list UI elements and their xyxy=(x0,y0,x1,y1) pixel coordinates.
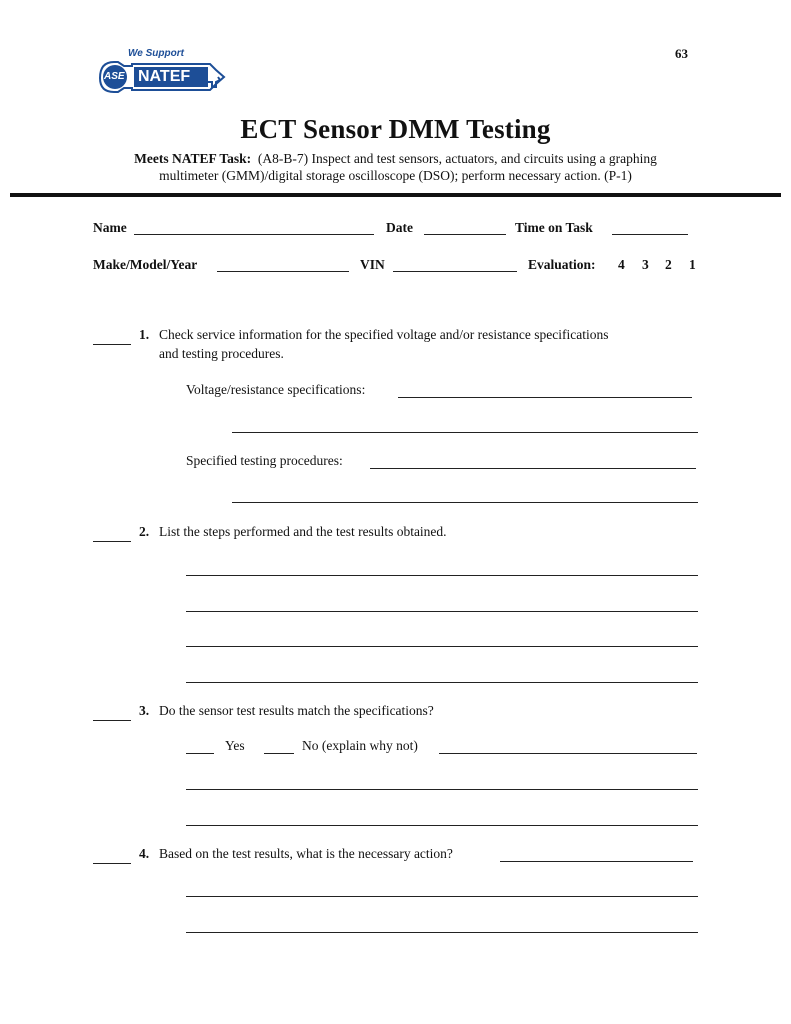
name-field[interactable] xyxy=(134,234,374,235)
evaluation-score-4[interactable]: 4 xyxy=(618,257,625,272)
item-3-text: Do the sensor test results match the specifications? xyxy=(159,703,434,718)
item-4-answer-line[interactable] xyxy=(186,896,698,897)
no-check-field[interactable] xyxy=(264,753,294,754)
item-2-number: 2. xyxy=(139,524,150,539)
page-title: ECT Sensor DMM Testing xyxy=(240,114,551,144)
make-model-year-field[interactable] xyxy=(217,271,349,272)
item-1-check-field[interactable] xyxy=(93,344,131,345)
item-4-text: Based on the test results, what is the necessary action? xyxy=(159,846,453,861)
task-text-line2: multimeter (GMM)/digital storage oscilloscope (DSO); perform necessary action. (P-1) xyxy=(159,168,632,183)
logo-tagline: We Support xyxy=(128,48,184,59)
item-3-explain-field[interactable] xyxy=(439,753,697,754)
task-text-line1: (A8-B-7) Inspect and test sensors, actuators, and circuits using a graphing xyxy=(257,151,657,166)
date-field[interactable] xyxy=(424,234,506,235)
item-2-answer-line[interactable] xyxy=(186,682,698,683)
item-4-answer-field[interactable] xyxy=(500,861,693,862)
evaluation-score-2[interactable]: 2 xyxy=(665,257,672,272)
yes-label: Yes xyxy=(225,738,245,753)
page-number: 63 xyxy=(675,46,688,61)
header-divider xyxy=(10,193,781,197)
item-1-sub2-label: Specified testing procedures: xyxy=(186,453,343,468)
item-1-sub1-field[interactable] xyxy=(398,397,692,398)
item-4-answer-line[interactable] xyxy=(186,932,698,933)
item-2-check-field[interactable] xyxy=(93,541,131,542)
item-1-text-line2: and testing procedures. xyxy=(159,346,284,361)
item-1-sub2-field[interactable] xyxy=(370,468,696,469)
item-3-number: 3. xyxy=(139,703,150,718)
item-2-text: List the steps performed and the test results obtained. xyxy=(159,524,447,539)
make-model-year-label: Make/Model/Year xyxy=(93,257,198,272)
item-2-answer-line[interactable] xyxy=(186,575,698,576)
logo-ase-text: ASE xyxy=(104,71,125,82)
vin-field[interactable] xyxy=(393,271,517,272)
logo-natef-text: NATEF xyxy=(138,68,191,85)
item-1-number: 1. xyxy=(139,327,150,342)
item-2-answer-line[interactable] xyxy=(186,646,698,647)
item-2-answer-line[interactable] xyxy=(186,611,698,612)
item-3-answer-line[interactable] xyxy=(186,825,698,826)
task-description xyxy=(60,150,731,184)
yes-check-field[interactable] xyxy=(186,753,214,754)
natef-logo xyxy=(94,44,226,106)
task-label: Meets NATEF Task: xyxy=(134,151,252,166)
evaluation-score-1[interactable]: 1 xyxy=(689,257,696,272)
name-label: Name xyxy=(93,220,127,235)
item-1-text-line1: Check service information for the specified voltage and/or resistance specifications xyxy=(159,327,609,342)
date-label: Date xyxy=(386,220,413,235)
evaluation-score-3[interactable]: 3 xyxy=(642,257,649,272)
item-1-sub1-label: Voltage/resistance specifications: xyxy=(186,382,366,397)
evaluation-label: Evaluation: xyxy=(528,257,596,272)
time-on-task-label: Time on Task xyxy=(515,220,593,235)
item-1-sub2-field-2[interactable] xyxy=(232,502,698,503)
item-1-sub1-field-2[interactable] xyxy=(232,432,698,433)
vin-label: VIN xyxy=(360,257,385,272)
item-4-number: 4. xyxy=(139,846,150,861)
no-label: No (explain why not) xyxy=(302,738,418,753)
time-on-task-field[interactable] xyxy=(612,234,688,235)
item-3-check-field[interactable] xyxy=(93,720,131,721)
item-4-check-field[interactable] xyxy=(93,863,131,864)
item-3-answer-line[interactable] xyxy=(186,789,698,790)
